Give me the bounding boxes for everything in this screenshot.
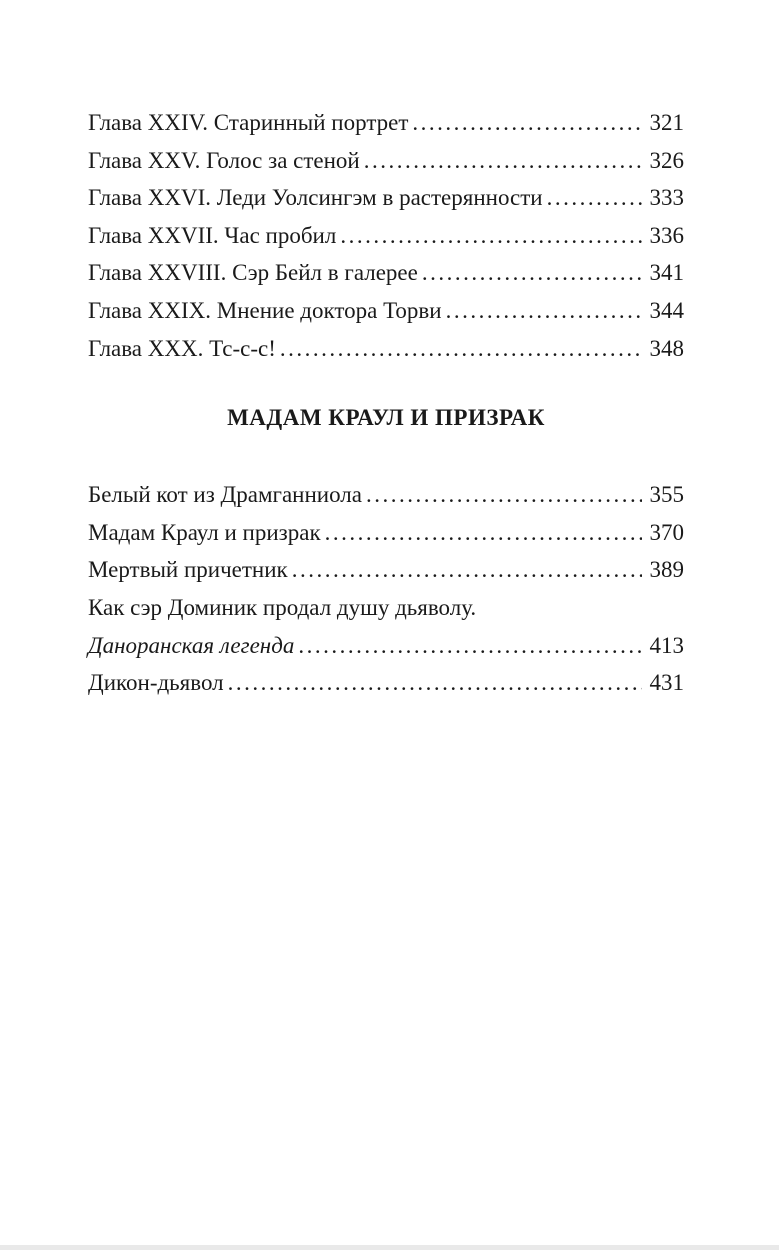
toc-dot-leader [280, 330, 642, 368]
toc-entry-title: Как сэр Доминик продал душу дьяволу. [88, 594, 477, 620]
toc-entry-page: 326 [649, 147, 684, 173]
toc-entry-page: 344 [649, 297, 684, 323]
toc-entry [88, 514, 684, 552]
toc-dot-leader [228, 664, 642, 702]
toc-dot-leader [422, 254, 642, 292]
toc-entry-page: 431 [649, 670, 684, 696]
toc-dot-leader [364, 142, 642, 180]
toc-dot-leader [298, 627, 642, 665]
toc-dot-leader [340, 217, 642, 255]
toc-entry-page: 348 [649, 335, 684, 361]
toc-entry-page: 370 [649, 519, 684, 545]
toc-entry [88, 664, 684, 702]
toc-entry-second-line [88, 627, 684, 665]
toc-dot-leader [292, 551, 642, 589]
toc-dot-leader [412, 104, 642, 142]
section-heading: МАДАМ КРАУЛ И ПРИЗРАК [227, 405, 545, 431]
toc-entry-title: Белый кот из Драмганниола [88, 482, 362, 508]
toc-dot-leader [446, 292, 642, 330]
toc-entry-page: 321 [649, 110, 684, 135]
toc-entry-title: Мадам Краул и призрак [88, 519, 321, 545]
toc-entry [88, 142, 684, 180]
toc-list-stories [88, 476, 684, 702]
table-of-contents [88, 104, 684, 702]
toc-entry-title: Глава XXVIII. Сэр Бейл в галерее [88, 260, 418, 286]
toc-entry-title: Глава XXX. Тс-с-с! [88, 335, 276, 361]
toc-entry-title: Глава XXV. Голос за стеной [88, 147, 360, 173]
toc-entry-page: 413 [649, 632, 684, 658]
toc-entry [88, 551, 684, 589]
toc-entry-title: Глава XXVI. Леди Уолсингэм в растерянности [88, 185, 543, 211]
toc-entry-title: Глава XXIX. Мнение доктора Торви [88, 297, 442, 323]
toc-entry-title: Дикон-дьявол [88, 670, 224, 696]
toc-entry-title: Даноранская легенда [88, 632, 295, 658]
toc-entry [88, 254, 684, 292]
toc-entry [88, 217, 684, 255]
toc-dot-leader [325, 514, 642, 552]
page-bottom-scan-edge [0, 1245, 779, 1250]
toc-dot-leader [547, 179, 642, 217]
toc-dot-leader [366, 476, 642, 514]
toc-entry [88, 104, 684, 142]
toc-entry [88, 292, 684, 330]
toc-list-chapters [88, 104, 684, 367]
toc-entry-page: 341 [649, 260, 684, 286]
toc-entry-page: 389 [649, 557, 684, 583]
toc-entry-page: 333 [649, 185, 684, 211]
toc-entry-first-line [88, 589, 684, 627]
toc-entry-page: 355 [649, 482, 684, 508]
toc-entry [88, 179, 684, 217]
toc-entry-title: Глава XXVII. Час пробил [88, 222, 337, 248]
toc-entry-title: Глава XXIV. Старинный портрет [88, 110, 409, 135]
toc-entry [88, 476, 684, 514]
toc-entry-title: Мертвый причетник [88, 557, 288, 583]
toc-entry-page: 336 [649, 222, 684, 248]
toc-entry [88, 330, 684, 368]
